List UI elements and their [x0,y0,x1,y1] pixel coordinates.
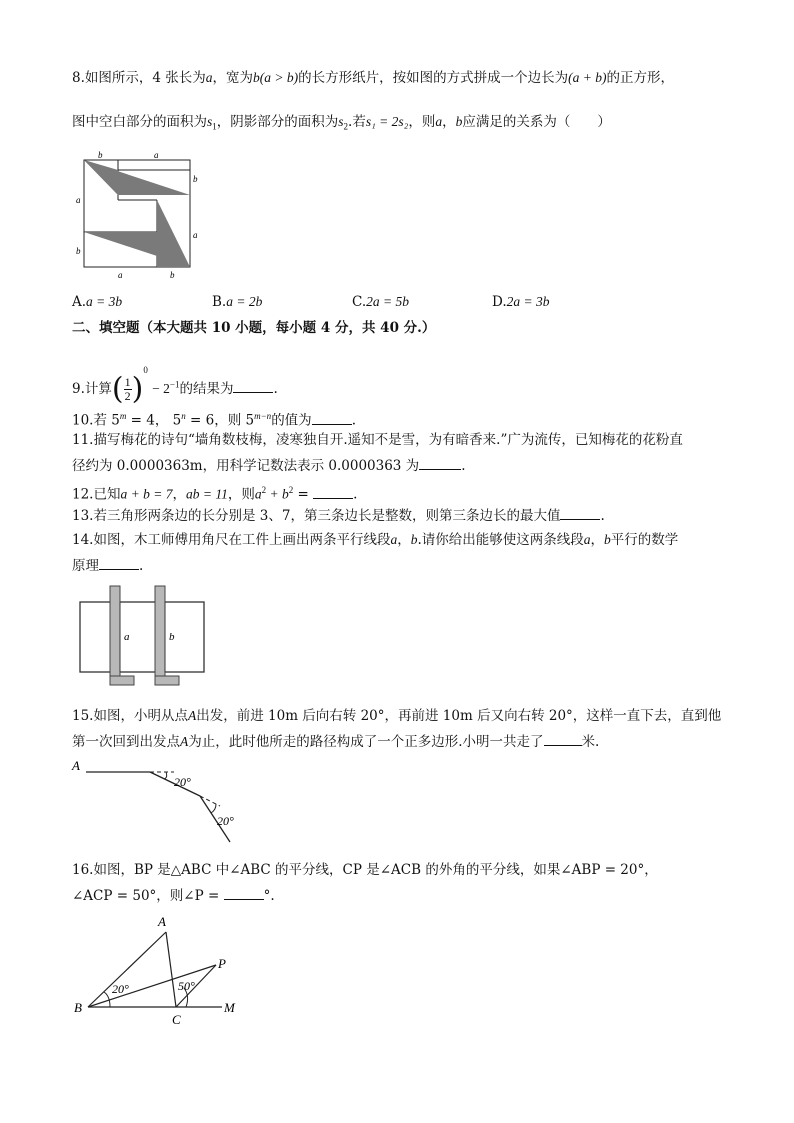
q8-square-figure [70,148,210,280]
q8-option-a[interactable]: A.a = 3b [72,294,123,310]
q8-option-c[interactable]: C.2a = 5b [352,294,410,310]
q16-triangle-figure [70,908,250,1028]
q13-answer-blank[interactable] [560,505,600,520]
q14-carpenter-figure [76,584,210,690]
q16-label-angle-20: 20° [112,982,129,996]
q9-answer-blank[interactable] [233,378,273,393]
q15-path-figure [70,752,250,848]
q16-label-M: M [224,1000,235,1015]
q14-line-1: 14.如图，木工师傅用角尺在工件上画出两条平行线段a，b.请你给出能够使这两条线段a，b平行的数学 [72,532,679,548]
q8-label-a-top: a [154,150,159,160]
q10-answer-blank[interactable] [312,410,352,425]
q16-answer-blank[interactable] [224,885,264,900]
q12-line: 12.已知a + b = 7，ab = 11，则$a^2 + b^2$ = . [72,485,358,503]
q8-label-a-right: a [193,230,198,240]
q8-label-b-top: b [98,150,103,160]
section-heading: 二、填空题（本大题共 10 小题，每小题 4 分，共 40 分.） [72,320,436,336]
q12-answer-blank[interactable] [313,484,353,499]
q8-label-a-bottom: a [118,270,123,280]
q15-label-angle-1: 20° [174,775,191,789]
q8-label-b-left: b [76,246,81,256]
q8-line-2: 图中空白部分的面积为$s_1$，阴影部分的面积为$s_2$.若s₁ = 2s₂，则a，b应满足的关系为（ ） [72,114,611,132]
q14-label-a: a [124,631,130,643]
q16-label-P: P [218,956,226,971]
q16-label-angle-50: 50° [178,979,195,993]
q14-label-b: b [169,631,175,643]
q15-label-angle-2: 20° [217,814,234,828]
q15-label-A: A [72,758,80,773]
q8-label-b-right: b [193,174,198,184]
q11-answer-blank[interactable] [419,455,461,470]
q15-line-1: 15.如图，小明从点A出发，前进 10m 后向右转 20°，再前进 10m 后又向右转 20°，这样一直下去，直到他 [72,708,722,724]
q8-line-1: 8.如图所示，4 张长为a，宽为b(a > b)的长方形纸片，按如图的方式拼成一个边长为(a + b)的正方形， [72,70,674,86]
q16-label-A: A [158,914,166,929]
q10-line: 10.若 $5^m = 4$， $5^n = 6$，则 $5^{m-n}$的值为 . [72,411,356,429]
q8-option-d[interactable]: D.2a = 3b [492,294,550,310]
q16-line-2: ∠ACP = 50°，则∠P = °. [72,885,275,906]
q14-line-2: 原理 . [72,555,143,576]
q11-line-2: 径约为 0.0000363m，用科学记数法表示 0.0000363 为 . [72,455,465,476]
q15-answer-blank[interactable] [544,731,582,746]
q16-label-C: C [172,1012,181,1027]
q9-line: 9.计算( $\frac{1}{2}$ )$^0 - 2^{-1}$的结果为 . [72,365,278,407]
q8-label-b-bottom: b [170,270,175,280]
q13-line: 13.若三角形两条边的长分别是 3、7，第三条边长是整数，则第三条边长的最大值 . [72,505,605,526]
q11-line-1: 11.描写梅花的诗句“墙角数枝梅，凌寒独自开.遥知不是雪，为有暗香来.”广为流传，已知梅花的花粉直 [72,432,683,448]
q14-answer-blank[interactable] [99,555,139,570]
q8-label-a-left: a [76,195,81,205]
q15-line-2: 第一次回到出发点A为止，此时他所走的路径构成了一个正多边形.小明一共走了 米. [72,731,599,752]
q8-option-b[interactable]: B.a = 2b [212,294,263,310]
q16-label-B: B [74,1000,82,1015]
q16-line-1: 16.如图，BP 是△ABC 中∠ABC 的平分线，CP 是∠ACB 的外角的平分线，如果∠ABP = 20°， [72,862,658,878]
